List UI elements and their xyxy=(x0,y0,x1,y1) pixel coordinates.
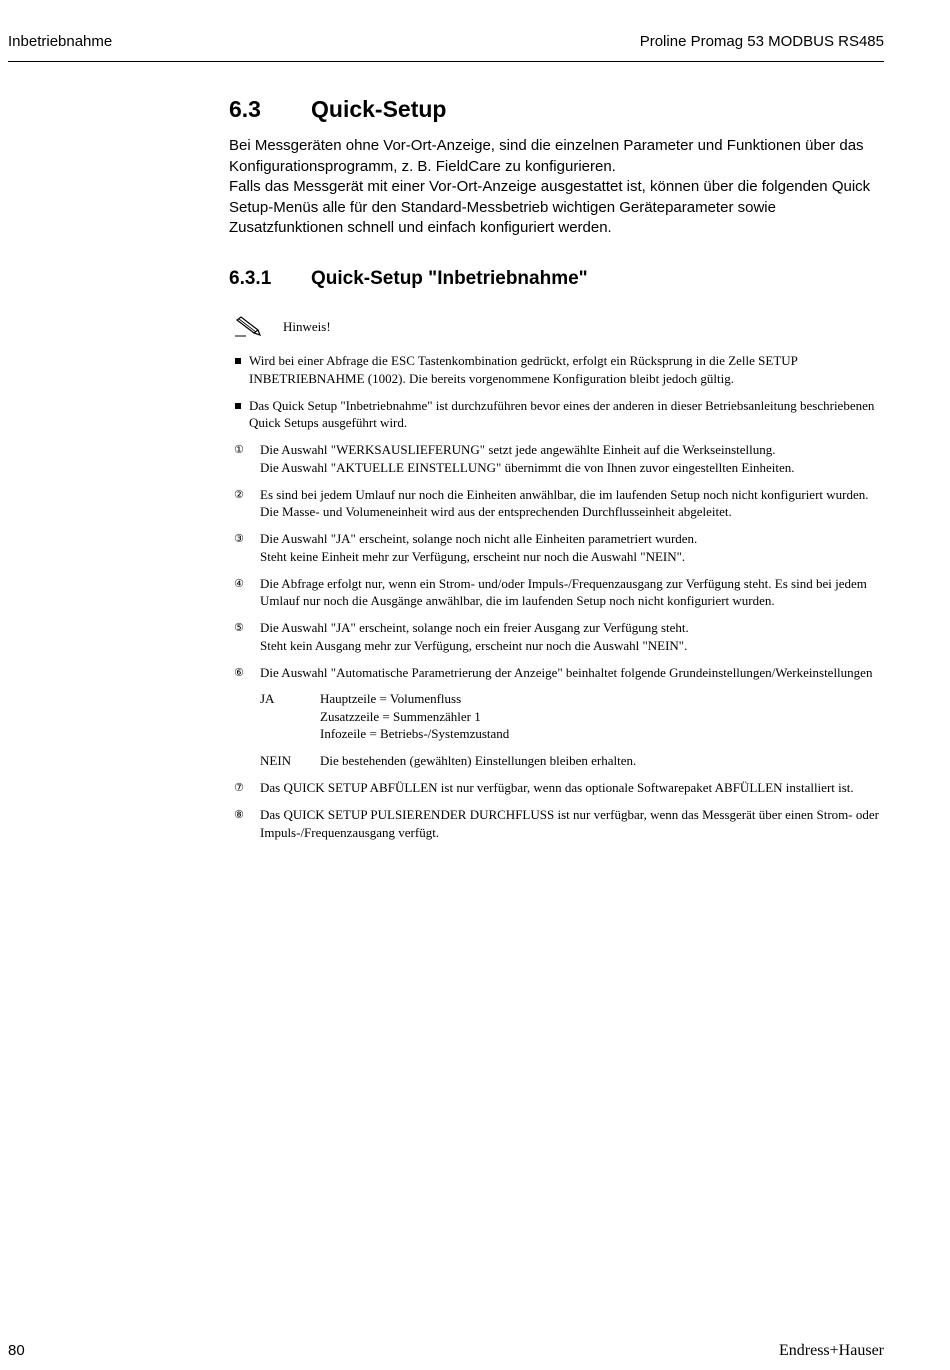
subsection-heading xyxy=(229,268,588,290)
header-product: Proline Promag 53 MODBUS RS485 xyxy=(639,33,884,50)
item-line: Die Auswahl "AKTUELLE EINSTELLUNG" übernimmt die von Ihnen zuvor eingestellten Einheiten. xyxy=(260,459,795,475)
subsection-title: Quick-Setup "Inbetriebnahme" xyxy=(311,268,588,289)
definition-row xyxy=(260,690,880,743)
numbered-item xyxy=(234,779,880,797)
bullet-square xyxy=(235,403,241,409)
numbered-item xyxy=(234,575,880,610)
page-number: 80 xyxy=(8,1342,25,1359)
item-marker: ① xyxy=(234,443,244,456)
section-title: Quick-Setup xyxy=(311,96,447,122)
definition-desc xyxy=(320,752,880,770)
item-line: Das QUICK SETUP ABFÜLLEN ist nur verfügbar, wenn das optionale Softwarepaket ABFÜLLEN installiert ist. xyxy=(260,780,854,795)
definition-line: Zusatzzeile = Summenzähler 1 xyxy=(320,708,481,724)
definition-term: JA xyxy=(260,691,275,706)
definition-term: NEIN xyxy=(260,753,292,768)
item-line: Die Auswahl "JA" erscheint, solange noch ein freier Ausgang zur Verfügung steht. xyxy=(260,620,689,635)
item-marker: ⑤ xyxy=(234,621,244,634)
bullet-text: Wird bei einer Abfrage die ESC Tastenkombination gedrückt, erfolgt ein Rücksprung in die Zelle SETUP INBETRIEBNAHME (1002). Die bereits vorgenommene Konfiguration bleibt jedoch gültig. xyxy=(249,353,798,386)
header-chapter: Inbetriebnahme xyxy=(8,33,113,50)
numbered-item xyxy=(234,619,880,654)
page-header xyxy=(8,30,884,62)
numbered-item xyxy=(234,806,880,841)
brand-logo: Endress+Hauser xyxy=(779,1342,884,1359)
item-marker: ④ xyxy=(234,576,244,590)
item-line: Die Auswahl "Automatische Parametrierung der Anzeige" beinhaltet folgende Grundeinstellungen/Werkeinstellungen xyxy=(260,664,873,680)
item-marker: ② xyxy=(234,487,244,501)
list-item xyxy=(234,397,880,432)
numbered-item xyxy=(234,664,880,770)
definition-line: Die bestehenden (gewählten) Einstellungen bleiben erhalten. xyxy=(320,753,637,768)
definition-line: Hauptzeile = Volumenfluss xyxy=(320,691,462,706)
item-marker: ⑧ xyxy=(234,808,244,821)
section-heading xyxy=(229,96,446,123)
numbered-item xyxy=(234,530,880,565)
numbered-item xyxy=(234,486,880,521)
bullet-text: Das Quick Setup "Inbetriebnahme" ist durchzuführen bevor eines der anderen in dieser Betriebsanleitung beschriebenen Quick Setups ausgeführt wird. xyxy=(249,397,875,430)
intro-paragraph: Falls das Messgerät mit einer Vor-Ort-Anzeige ausgestattet ist, können über die folgenden Quick Setup-Menüs alle für den Standard-Messbetrieb wichtigen Geräteparameter sowie Zusatzfunktionen schnell und einfach konfiguriert werden. xyxy=(229,178,871,236)
section-number: 6.3 xyxy=(229,96,261,122)
item-marker: ③ xyxy=(234,532,244,545)
intro-text xyxy=(229,136,881,239)
item-line: Die Auswahl "JA" erscheint, solange noch nicht alle Einheiten parametriert wurden. xyxy=(260,531,698,546)
intro-paragraph: Bei Messgeräten ohne Vor-Ort-Anzeige, sind die einzelnen Parameter und Funktionen über das Konfigurationsprogramm, z. B. FieldCare zu konfigurieren. xyxy=(229,137,864,175)
item-line: Es sind bei jedem Umlauf nur noch die Einheiten anwählbar, die im laufenden Setup noch nicht konfiguriert wurden. Die Masse- und Volumeneinheit wird aus der entsprechenden Durchflusseinheit abgeleitet. xyxy=(260,486,869,519)
pencil-icon xyxy=(234,316,262,338)
item-line: Die Auswahl "WERKSAUSLIEFERUNG" setzt jede angewählte Einheit auf die Werkseinstellung. xyxy=(260,442,776,457)
subsection-number: 6.3.1 xyxy=(229,268,272,289)
list-item xyxy=(234,352,880,387)
bullet-square xyxy=(235,358,241,364)
definition-list xyxy=(260,690,880,770)
numbered-item xyxy=(234,441,880,476)
definition-line: Infozeile = Betriebs-/Systemzustand xyxy=(320,726,510,741)
note-content xyxy=(234,352,880,851)
note-label: Hinweis! xyxy=(283,319,331,334)
item-line: Steht keine Einheit mehr zur Verfügung, erscheint nur noch die Auswahl "NEIN". xyxy=(260,548,686,564)
item-line: Die Abfrage erfolgt nur, wenn ein Strom- und/oder Impuls-/Frequenzausgang zur Verfügung steht. Es sind bei jedem Umlauf nur noch die Ausgänge anwählbar, die im laufenden Setup noch nicht konfiguriert wurden. xyxy=(260,575,867,608)
item-line: Steht kein Ausgang mehr zur Verfügung, erscheint nur noch die Auswahl "NEIN". xyxy=(260,637,688,653)
item-line: Das QUICK SETUP PULSIERENDER DURCHFLUSS ist nur verfügbar, wenn das Messgerät über einen Strom- oder Impuls-/Frequenzausgang verfügt. xyxy=(260,807,879,840)
item-marker: ⑦ xyxy=(234,781,244,794)
definition-desc xyxy=(320,690,880,743)
item-marker: ⑥ xyxy=(234,665,244,679)
definition-row xyxy=(260,752,880,770)
